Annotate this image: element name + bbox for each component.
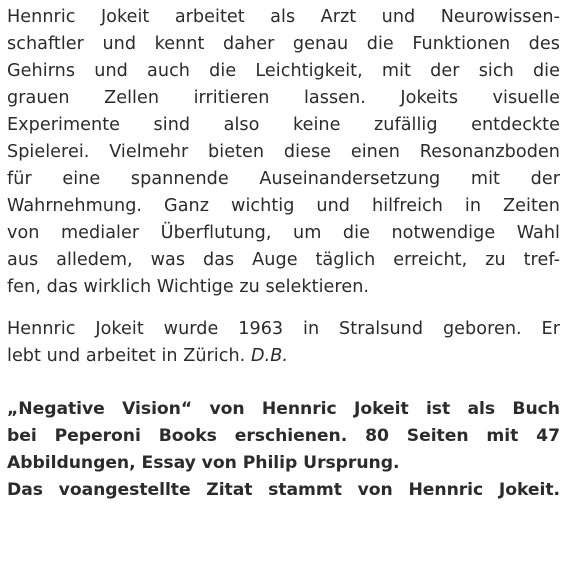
paragraph-1-line: Wahrnehmung. Ganz wichtig und hilfreich in Zeiten [7, 196, 560, 216]
paragraph-1-line: aus alledem, was das Auge täglich erreicht, zu tref- [7, 250, 560, 270]
book-info-line: Das voangestellte Zitat stammt von Hennric Jokeit. [7, 480, 560, 500]
paragraph-1-line: Gehirns und auch die Leichtigkeit, mit der sich die [7, 61, 560, 81]
paragraph-1-line: schaftler und kennt daher genau die Funktionen des [7, 34, 560, 54]
book-info-line: bei Peperoni Books erschienen. 80 Seiten mit 47 [7, 426, 560, 446]
book-info-line: Abbildungen, Essay von Philip Ursprung. [7, 453, 400, 473]
paragraph-1-line: fen, das wirklich Wichtige zu selektieren. [7, 277, 370, 297]
paragraph-1-line: Spielerei. Vielmehr bieten diese einen Resonanzboden [7, 142, 560, 162]
paragraph-1-line: von medialer Überflutung, um die notwendige Wahl [7, 223, 560, 243]
paragraph-1-line: grauen Zellen irritieren lassen. Jokeits visuelle [7, 88, 560, 108]
paragraph-2-line: Hennric Jokeit wurde 1963 in Stralsund geboren. Er [7, 319, 560, 339]
paragraph-2-line [7, 343, 560, 369]
paragraph-1-line: Experimente sind also keine zufällig entdeckte [7, 115, 560, 135]
paragraph-2-text: lebt und arbeitet in Zürich. [7, 346, 246, 366]
author-signature: D.B. [250, 346, 288, 366]
book-info-line: „Negative Vision“ von Hennric Jokeit ist als Buch [7, 399, 560, 419]
paragraph-1-line: für eine spannende Auseinandersetzung mit der [7, 169, 560, 189]
paragraph-1-line: Hennric Jokeit arbeitet als Arzt und Neurowissen- [7, 7, 560, 27]
